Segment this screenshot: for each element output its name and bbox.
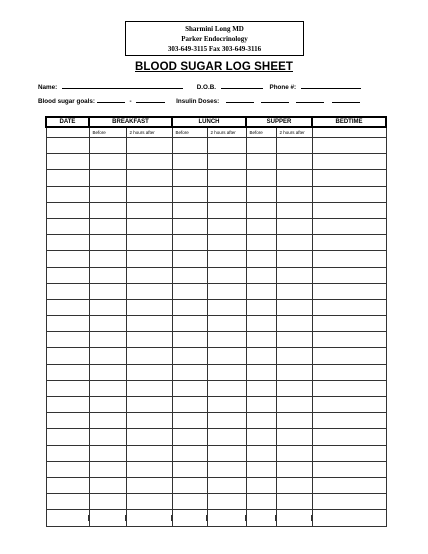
sub-supper-before: Before	[246, 127, 276, 138]
lunch-before-cell[interactable]	[172, 445, 207, 461]
breakfast-before-cell[interactable]	[89, 397, 126, 413]
supper-after-cell[interactable]	[276, 186, 312, 202]
bedtime-cell[interactable]	[312, 170, 386, 186]
breakfast-before-cell[interactable]	[89, 267, 126, 283]
supper-after-cell[interactable]	[276, 494, 312, 510]
lunch-before-cell[interactable]	[172, 429, 207, 445]
breakfast-before-cell[interactable]	[89, 283, 126, 299]
log-row	[46, 445, 386, 461]
breakfast-after-cell[interactable]	[126, 429, 172, 445]
lunch-before-cell[interactable]	[172, 413, 207, 429]
bedtime-cell[interactable]	[312, 235, 386, 251]
lunch-before-cell[interactable]	[172, 235, 207, 251]
breakfast-after-cell[interactable]	[126, 283, 172, 299]
lunch-after-cell[interactable]	[207, 316, 246, 332]
date-cell[interactable]	[46, 332, 89, 348]
dob-label: D.O.B.	[196, 84, 216, 91]
breakfast-after-cell[interactable]	[126, 251, 172, 267]
lunch-before-cell[interactable]	[172, 332, 207, 348]
breakfast-after-cell[interactable]	[126, 186, 172, 202]
log-row	[46, 283, 386, 299]
lunch-before-cell[interactable]	[172, 316, 207, 332]
table-tail-line	[206, 515, 207, 521]
supper-before-cell[interactable]	[246, 429, 276, 445]
lunch-after-cell[interactable]	[207, 332, 246, 348]
date-cell[interactable]	[46, 283, 89, 299]
lunch-after-cell[interactable]	[207, 299, 246, 315]
sub-date	[46, 127, 89, 138]
supper-before-cell[interactable]	[246, 299, 276, 315]
supper-after-cell[interactable]	[276, 154, 312, 170]
supper-after-cell[interactable]	[276, 364, 312, 380]
date-cell[interactable]	[46, 429, 89, 445]
breakfast-after-cell[interactable]	[126, 218, 172, 234]
supper-after-cell[interactable]	[276, 251, 312, 267]
supper-after-cell[interactable]	[276, 235, 312, 251]
bedtime-cell[interactable]	[312, 364, 386, 380]
practice-name: Parker Endocrinology	[181, 35, 248, 43]
date-cell[interactable]	[46, 477, 89, 493]
log-row	[46, 332, 386, 348]
goals-label: Blood sugar goals:	[38, 98, 96, 105]
supper-before-cell[interactable]	[246, 510, 276, 526]
supper-before-cell[interactable]	[246, 170, 276, 186]
lunch-before-cell[interactable]	[172, 170, 207, 186]
log-row	[46, 510, 386, 526]
breakfast-after-cell[interactable]	[126, 364, 172, 380]
date-cell[interactable]	[46, 348, 89, 364]
breakfast-before-cell[interactable]	[89, 218, 126, 234]
lunch-after-cell[interactable]	[207, 494, 246, 510]
supper-before-cell[interactable]	[246, 461, 276, 477]
lunch-before-cell[interactable]	[172, 154, 207, 170]
date-cell[interactable]	[46, 138, 89, 154]
goals-insulin-row	[38, 97, 360, 105]
log-row	[46, 235, 386, 251]
breakfast-before-cell[interactable]	[89, 316, 126, 332]
breakfast-before-cell[interactable]	[89, 235, 126, 251]
supper-before-cell[interactable]	[246, 251, 276, 267]
date-cell[interactable]	[46, 186, 89, 202]
lunch-before-cell[interactable]	[172, 267, 207, 283]
bedtime-cell[interactable]	[312, 283, 386, 299]
supper-after-cell[interactable]	[276, 138, 312, 154]
bedtime-cell[interactable]	[312, 316, 386, 332]
supper-after-cell[interactable]	[276, 413, 312, 429]
breakfast-before-cell[interactable]	[89, 413, 126, 429]
supper-before-cell[interactable]	[246, 316, 276, 332]
date-cell[interactable]	[46, 413, 89, 429]
lunch-before-cell[interactable]	[172, 283, 207, 299]
breakfast-after-cell[interactable]	[126, 332, 172, 348]
date-cell[interactable]	[46, 267, 89, 283]
breakfast-after-cell[interactable]	[126, 235, 172, 251]
date-cell[interactable]	[46, 154, 89, 170]
name-field[interactable]	[62, 83, 183, 89]
log-row	[46, 413, 386, 429]
goals-separator: -	[129, 98, 132, 105]
lunch-after-cell[interactable]	[207, 170, 246, 186]
breakfast-after-cell[interactable]	[126, 348, 172, 364]
breakfast-before-cell[interactable]	[89, 477, 126, 493]
breakfast-after-cell[interactable]	[126, 202, 172, 218]
log-row	[46, 170, 386, 186]
lunch-after-cell[interactable]	[207, 380, 246, 396]
log-row	[46, 397, 386, 413]
breakfast-before-cell[interactable]	[89, 251, 126, 267]
breakfast-before-cell[interactable]	[89, 429, 126, 445]
table-tail-line	[171, 515, 172, 521]
supper-after-cell[interactable]	[276, 267, 312, 283]
supper-after-cell[interactable]	[276, 429, 312, 445]
log-row	[46, 154, 386, 170]
supper-before-cell[interactable]	[246, 348, 276, 364]
lunch-before-cell[interactable]	[172, 397, 207, 413]
sub-breakfast-before: Before	[89, 127, 126, 138]
supper-before-cell[interactable]	[246, 397, 276, 413]
supper-before-cell[interactable]	[246, 218, 276, 234]
table-tail-line	[275, 515, 276, 521]
lunch-after-cell[interactable]	[207, 477, 246, 493]
supper-before-cell[interactable]	[246, 380, 276, 396]
sub-lunch-after: 2 hours after	[207, 127, 246, 138]
date-cell[interactable]	[46, 364, 89, 380]
table-tail-line	[125, 515, 126, 521]
lunch-after-cell[interactable]	[207, 397, 246, 413]
supper-after-cell[interactable]	[276, 202, 312, 218]
log-row	[46, 316, 386, 332]
lunch-before-cell[interactable]	[172, 461, 207, 477]
supper-before-cell[interactable]	[246, 202, 276, 218]
lunch-before-cell[interactable]	[172, 299, 207, 315]
lunch-after-cell[interactable]	[207, 154, 246, 170]
date-cell[interactable]	[46, 397, 89, 413]
blood-sugar-log-table	[45, 116, 387, 527]
supper-before-cell[interactable]	[246, 332, 276, 348]
supper-before-cell[interactable]	[246, 138, 276, 154]
col-bedtime-header: BEDTIME	[312, 117, 386, 127]
breakfast-before-cell[interactable]	[89, 202, 126, 218]
lunch-after-cell[interactable]	[207, 186, 246, 202]
breakfast-after-cell[interactable]	[126, 267, 172, 283]
date-cell[interactable]	[46, 235, 89, 251]
bedtime-cell[interactable]	[312, 218, 386, 234]
name-dob-phone-row	[38, 83, 361, 91]
lunch-before-cell[interactable]	[172, 348, 207, 364]
bedtime-cell[interactable]	[312, 477, 386, 493]
log-row	[46, 364, 386, 380]
insulin-dose-field-2[interactable]	[261, 97, 289, 103]
bedtime-cell[interactable]	[312, 397, 386, 413]
supper-after-cell[interactable]	[276, 380, 312, 396]
lunch-before-cell[interactable]	[172, 186, 207, 202]
bedtime-cell[interactable]	[312, 380, 386, 396]
breakfast-before-cell[interactable]	[89, 138, 126, 154]
breakfast-after-cell[interactable]	[126, 397, 172, 413]
contact-numbers: 303-649-3115 Fax 303-649-3116	[167, 45, 262, 53]
lunch-after-cell[interactable]	[207, 283, 246, 299]
lunch-before-cell[interactable]	[172, 138, 207, 154]
lunch-before-cell[interactable]	[172, 510, 207, 526]
supper-before-cell[interactable]	[246, 413, 276, 429]
log-row	[46, 461, 386, 477]
sub-breakfast-after: 2 hours after	[126, 127, 172, 138]
date-cell[interactable]	[46, 170, 89, 186]
insulin-dose-field-4[interactable]	[332, 97, 360, 103]
breakfast-after-cell[interactable]	[126, 380, 172, 396]
supper-after-cell[interactable]	[276, 299, 312, 315]
lunch-after-cell[interactable]	[207, 461, 246, 477]
goals-high-field[interactable]	[136, 97, 165, 103]
breakfast-before-cell[interactable]	[89, 380, 126, 396]
lunch-after-cell[interactable]	[207, 413, 246, 429]
table-tail-line	[245, 515, 246, 521]
bedtime-cell[interactable]	[312, 445, 386, 461]
supper-after-cell[interactable]	[276, 461, 312, 477]
date-cell[interactable]	[46, 380, 89, 396]
breakfast-after-cell[interactable]	[126, 445, 172, 461]
supper-after-cell[interactable]	[276, 348, 312, 364]
insulin-dose-field-1[interactable]	[226, 97, 254, 103]
bedtime-cell[interactable]	[312, 251, 386, 267]
bedtime-cell[interactable]	[312, 186, 386, 202]
lunch-after-cell[interactable]	[207, 138, 246, 154]
date-cell[interactable]	[46, 510, 89, 526]
table-tail-line	[311, 515, 312, 521]
breakfast-after-cell[interactable]	[126, 138, 172, 154]
breakfast-before-cell[interactable]	[89, 364, 126, 380]
log-row	[46, 138, 386, 154]
log-row	[46, 380, 386, 396]
lunch-before-cell[interactable]	[172, 251, 207, 267]
bedtime-cell[interactable]	[312, 413, 386, 429]
supper-before-cell[interactable]	[246, 283, 276, 299]
bedtime-cell[interactable]	[312, 202, 386, 218]
breakfast-before-cell[interactable]	[89, 186, 126, 202]
lunch-after-cell[interactable]	[207, 445, 246, 461]
doctor-name: Sharmini Long MD	[185, 25, 244, 33]
goals-low-field[interactable]	[97, 97, 125, 103]
table-tail-line	[88, 515, 89, 521]
supper-after-cell[interactable]	[276, 316, 312, 332]
supper-before-cell[interactable]	[246, 267, 276, 283]
date-cell[interactable]	[46, 299, 89, 315]
insulin-label: Insulin Doses:	[176, 98, 220, 105]
bedtime-cell[interactable]	[312, 332, 386, 348]
lunch-after-cell[interactable]	[207, 235, 246, 251]
lunch-after-cell[interactable]	[207, 364, 246, 380]
supper-after-cell[interactable]	[276, 397, 312, 413]
date-cell[interactable]	[46, 461, 89, 477]
date-cell[interactable]	[46, 251, 89, 267]
log-row	[46, 494, 386, 510]
supper-before-cell[interactable]	[246, 186, 276, 202]
breakfast-before-cell[interactable]	[89, 510, 126, 526]
lunch-before-cell[interactable]	[172, 477, 207, 493]
sub-supper-after: 2 hours after	[276, 127, 312, 138]
breakfast-after-cell[interactable]	[126, 316, 172, 332]
supper-after-cell[interactable]	[276, 283, 312, 299]
lunch-before-cell[interactable]	[172, 380, 207, 396]
insulin-dose-field-3[interactable]	[296, 97, 324, 103]
page-title: BLOOD SUGAR LOG SHEET	[135, 61, 293, 73]
bedtime-cell[interactable]	[312, 494, 386, 510]
supper-before-cell[interactable]	[246, 445, 276, 461]
supper-after-cell[interactable]	[276, 170, 312, 186]
breakfast-after-cell[interactable]	[126, 477, 172, 493]
supper-after-cell[interactable]	[276, 510, 312, 526]
bedtime-cell[interactable]	[312, 429, 386, 445]
col-date-header: DATE	[46, 117, 89, 127]
supper-after-cell[interactable]	[276, 445, 312, 461]
breakfast-after-cell[interactable]	[126, 154, 172, 170]
lunch-before-cell[interactable]	[172, 364, 207, 380]
bedtime-cell[interactable]	[312, 461, 386, 477]
bedtime-cell[interactable]	[312, 348, 386, 364]
dob-field[interactable]	[221, 83, 263, 89]
lunch-after-cell[interactable]	[207, 429, 246, 445]
supper-before-cell[interactable]	[246, 494, 276, 510]
log-row	[46, 251, 386, 267]
date-cell[interactable]	[46, 494, 89, 510]
breakfast-after-cell[interactable]	[126, 299, 172, 315]
date-cell[interactable]	[46, 316, 89, 332]
bedtime-cell[interactable]	[312, 299, 386, 315]
col-lunch-header: LUNCH	[172, 117, 246, 127]
supper-after-cell[interactable]	[276, 218, 312, 234]
phone-field[interactable]	[301, 83, 361, 89]
log-row	[46, 218, 386, 234]
breakfast-before-cell[interactable]	[89, 494, 126, 510]
date-cell[interactable]	[46, 445, 89, 461]
breakfast-after-cell[interactable]	[126, 170, 172, 186]
log-row	[46, 477, 386, 493]
breakfast-before-cell[interactable]	[89, 348, 126, 364]
log-row	[46, 299, 386, 315]
lunch-after-cell[interactable]	[207, 202, 246, 218]
breakfast-before-cell[interactable]	[89, 299, 126, 315]
supper-before-cell[interactable]	[246, 477, 276, 493]
log-row	[46, 202, 386, 218]
supper-before-cell[interactable]	[246, 154, 276, 170]
breakfast-after-cell[interactable]	[126, 461, 172, 477]
log-row	[46, 186, 386, 202]
log-row	[46, 348, 386, 364]
lunch-before-cell[interactable]	[172, 494, 207, 510]
supper-before-cell[interactable]	[246, 364, 276, 380]
log-row	[46, 429, 386, 445]
supper-before-cell[interactable]	[246, 235, 276, 251]
lunch-after-cell[interactable]	[207, 510, 246, 526]
bedtime-cell[interactable]	[312, 138, 386, 154]
sub-lunch-before: Before	[172, 127, 207, 138]
col-supper-header: SUPPER	[246, 117, 312, 127]
breakfast-before-cell[interactable]	[89, 170, 126, 186]
col-breakfast-header: BREAKFAST	[89, 117, 172, 127]
column-header-row	[46, 117, 386, 127]
lunch-before-cell[interactable]	[172, 218, 207, 234]
bedtime-cell[interactable]	[312, 154, 386, 170]
name-label: Name:	[38, 84, 58, 91]
lunch-after-cell[interactable]	[207, 348, 246, 364]
breakfast-after-cell[interactable]	[126, 494, 172, 510]
breakfast-before-cell[interactable]	[89, 461, 126, 477]
lunch-before-cell[interactable]	[172, 202, 207, 218]
lunch-after-cell[interactable]	[207, 267, 246, 283]
clinic-header	[125, 21, 304, 56]
bedtime-cell[interactable]	[312, 510, 386, 526]
log-row	[46, 267, 386, 283]
breakfast-before-cell[interactable]	[89, 332, 126, 348]
breakfast-after-cell[interactable]	[126, 510, 172, 526]
phone-label: Phone #:	[269, 84, 297, 91]
date-cell[interactable]	[46, 218, 89, 234]
lunch-after-cell[interactable]	[207, 218, 246, 234]
sub-bedtime	[312, 127, 386, 138]
breakfast-before-cell[interactable]	[89, 445, 126, 461]
date-cell[interactable]	[46, 202, 89, 218]
lunch-after-cell[interactable]	[207, 251, 246, 267]
bedtime-cell[interactable]	[312, 267, 386, 283]
subheader-row	[46, 127, 386, 138]
supper-after-cell[interactable]	[276, 477, 312, 493]
breakfast-after-cell[interactable]	[126, 413, 172, 429]
supper-after-cell[interactable]	[276, 332, 312, 348]
breakfast-before-cell[interactable]	[89, 154, 126, 170]
